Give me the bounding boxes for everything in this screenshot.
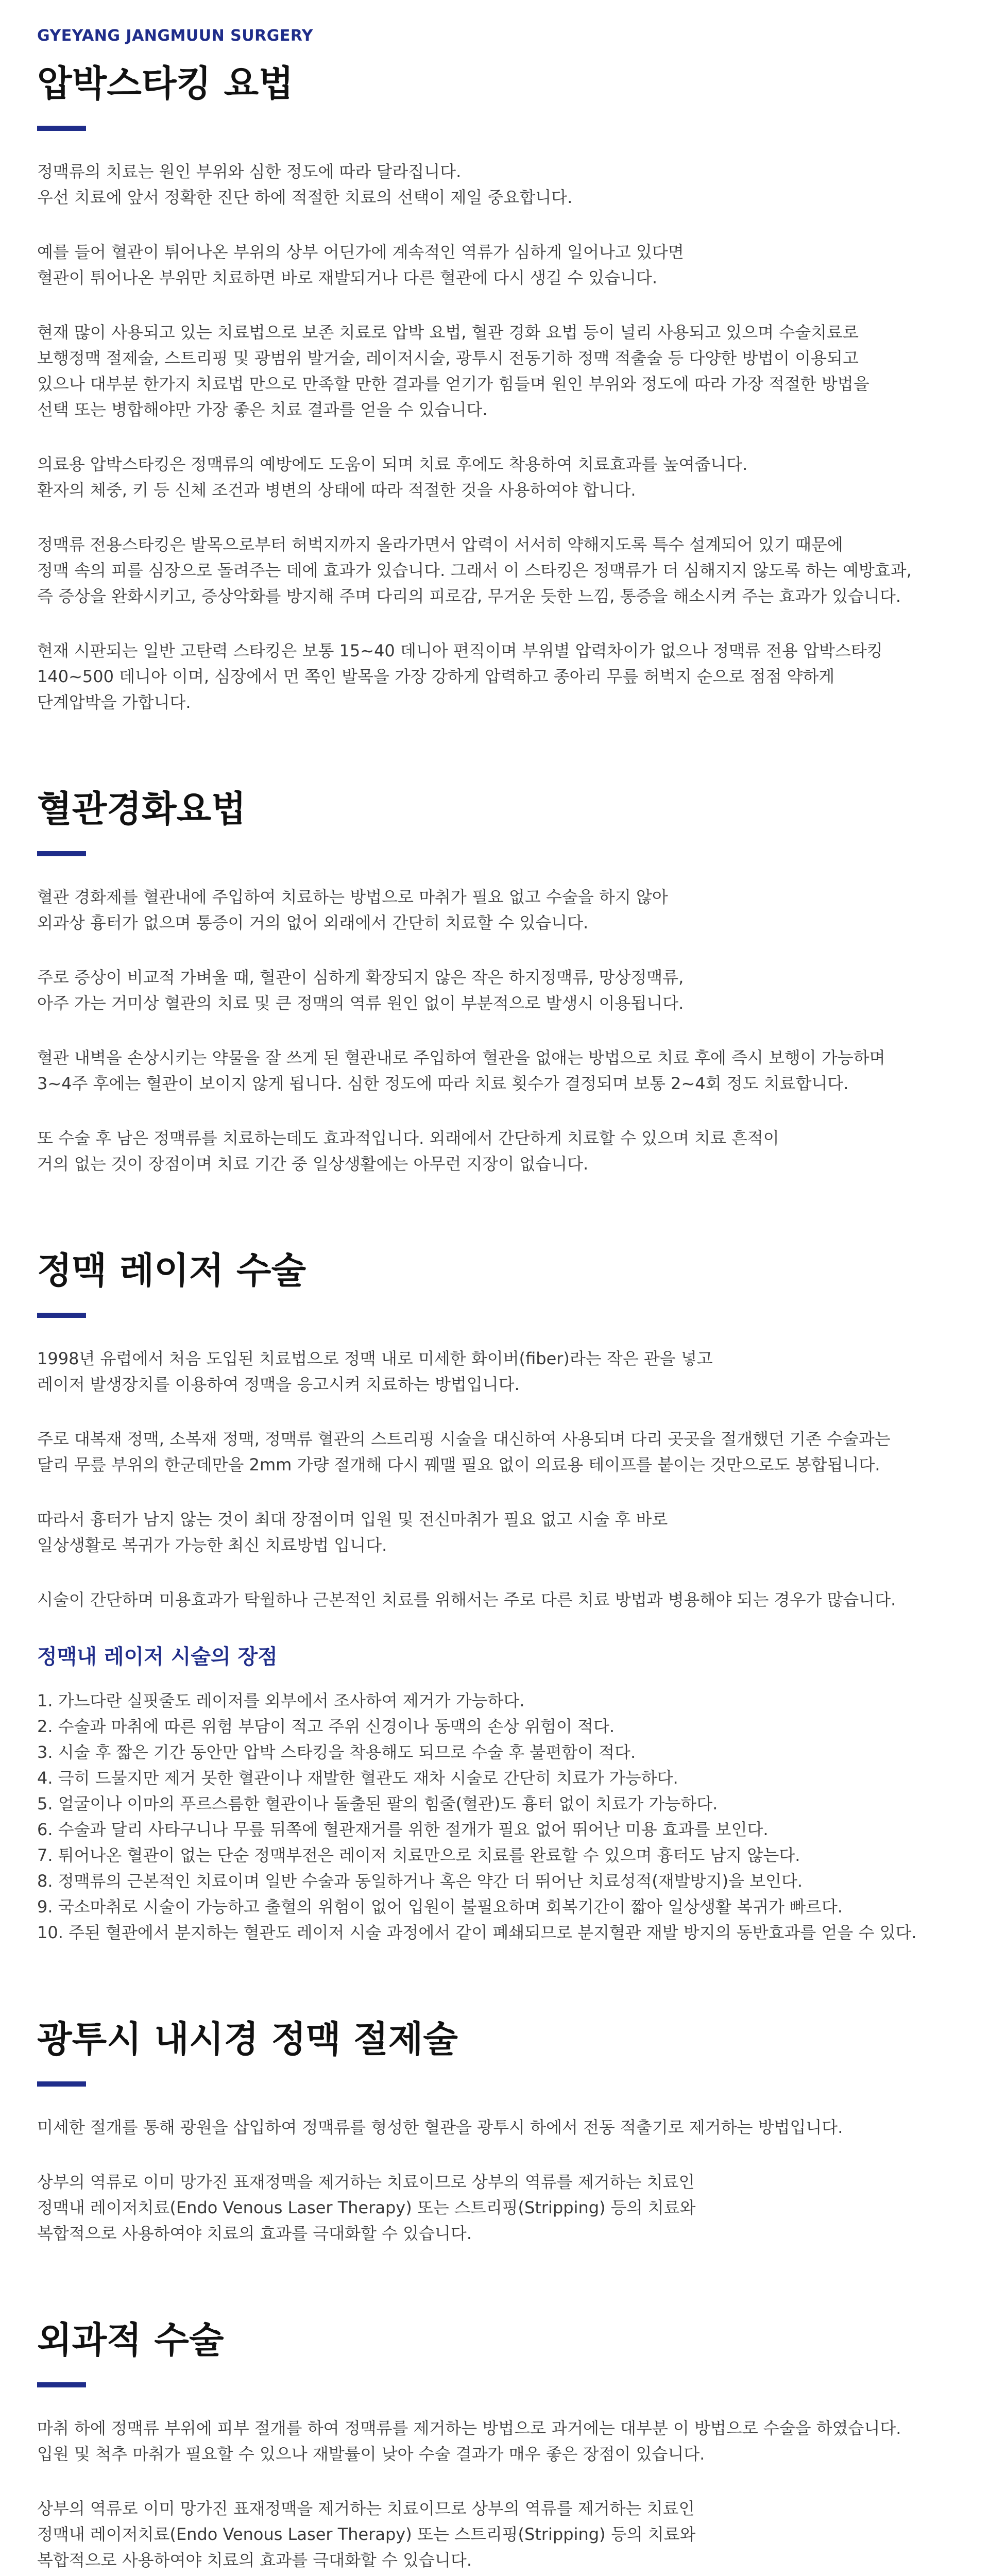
content <box>37 59 952 2576</box>
list-item: 5. 얼굴이나 이마의 푸르스름한 혈관이나 돌출된 팔의 힘줄(혈관)도 흉터 없이 치료가 가능하다. <box>37 1794 718 1814</box>
paragraph: 미세한 절개를 통해 광원을 삽입하여 정맥류를 형성한 혈관을 광투시 하에서 전동 적출기로 제거하는 방법입니다. <box>37 2117 843 2137</box>
list-item: 8. 정맥류의 근본적인 치료이며 일반 수술과 동일하거나 혹은 약간 더 뛰어난 치료성적(재발방지)을 보인다. <box>37 1871 803 1891</box>
section <box>37 2315 952 2576</box>
title-underline-bar <box>37 2382 86 2387</box>
paragraph: 주로 증상이 비교적 가벼울 때, 혈관이 심하게 확장되지 않은 작은 하지정맥류, 망상정맥류, 아주 가는 거미상 혈관의 치료 및 큰 정맥의 역류 원인 없이 부분적으로 발생시 이용됩니다. <box>37 968 684 1013</box>
list-item: 10. 주된 혈관에서 분지하는 혈관도 레이저 시술 과정에서 같이 폐쇄되므로 분지혈관 재발 방지의 동반효과를 얻을 수 있다. <box>37 1923 917 1942</box>
list-item: 6. 수술과 달리 사타구니나 무릎 뒤쪽에 혈관재거를 위한 절개가 필요 없어 뛰어난 미용 효과를 보인다. <box>37 1820 769 1839</box>
paragraph: 또 수술 후 남은 정맥류를 치료하는데도 효과적입니다. 외래에서 간단하게 치료할 수 있으며 치료 흔적이 거의 없는 것이 장점이며 치료 기간 중 일상생활에는 아무런 지장이 없습니다. <box>37 1128 779 1174</box>
paragraph: 상부의 역류로 이미 망가진 표재정맥을 제거하는 치료이므로 상부의 역류를 제거하는 치료인 정맥내 레이저치료(Endo Venous Laser Therapy) 또는 스트리핑(Stripping) 등의 치료와 복합적으로 사용하여야 치료의 효과를 극대화할 수 있습니다. <box>37 2499 696 2570</box>
paragraph: 현재 많이 사용되고 있는 치료법으로 보존 치료로 압박 요법, 혈관 경화 요법 등이 널리 사용되고 있으며 수술치료로 보행정맥 절제술, 스트리핑 및 광범위 발거술, 레이저시술, 광투시 전동기하 정맥 적출술 등 다양한 방법이 이용되고 있으나 대부분 한가지 치료법 만으로 만족할 만한 결과를 얻기가 힘들며 원인 부위와 정도에 따라 가장 적절한 방법을 선택 또는 병합해야만 가장 좋은 치료 결과를 얻을 수 있습니다. <box>37 323 869 419</box>
title-underline-bar <box>37 2081 86 2087</box>
paragraph: 혈관 경화제를 혈관내에 주입하여 치료하는 방법으로 마취가 필요 없고 수술을 하지 않아 외과상 흉터가 없으며 통증이 거의 없어 외래에서 간단히 치료할 수 있습니다. <box>37 887 668 933</box>
paragraph: 시술이 간단하며 미용효과가 탁월하나 근본적인 치료를 위해서는 주로 다른 치료 방법과 병용해야 되는 경우가 많습니다. <box>37 1590 896 1609</box>
section <box>37 2014 952 2246</box>
paragraph: 따라서 흉터가 남지 않는 것이 최대 장점이며 입원 및 전신마취가 필요 없고 시술 후 바로 일상생활로 복귀가 가능한 최신 치료방법 입니다. <box>37 1510 668 1555</box>
list-item: 9. 국소마취로 시술이 가능하고 출혈의 위험이 없어 입원이 불필요하며 회복기간이 짧아 일상생활 복귀가 빠르다. <box>37 1897 843 1917</box>
title-underline-bar <box>37 1313 86 1318</box>
list-item: 1. 가느다란 실핏줄도 레이저를 외부에서 조사하여 제거가 가능하다. <box>37 1691 525 1710</box>
section <box>37 784 952 1177</box>
section <box>37 59 952 715</box>
section <box>37 1246 952 1945</box>
section-title: 압박스타킹 요법 <box>37 62 294 105</box>
section-title: 혈관경화요법 <box>37 788 246 830</box>
section-title: 광투시 내시경 정맥 절제술 <box>37 2018 458 2060</box>
paragraph: 의료용 압박스타킹은 정맥류의 예방에도 도움이 되며 치료 후에도 착용하여 치료효과를 높여줍니다. 환자의 체중, 키 등 신체 조건과 병변의 상태에 따라 적절한 것을 사용하여야 합니다. <box>37 454 748 500</box>
paragraph: 혈관 내벽을 손상시키는 약물을 잘 쓰게 된 혈관내로 주입하여 혈관을 없애는 방법으로 치료 후에 즉시 보행이 가능하며 3~4주 후에는 혈관이 보이지 않게 됩니다. 심한 정도에 따라 치료 횟수가 결정되며 보통 2~4회 정도 치료합니다. <box>37 1048 885 1093</box>
brand-label: GYEYANG JANGMUUN SURGERY <box>37 27 314 45</box>
list-item: 2. 수술과 마취에 따른 위험 부담이 적고 주위 신경이나 동맥의 손상 위험이 적다. <box>37 1717 615 1736</box>
paragraph: 현재 시판되는 일반 고탄력 스타킹은 보통 15~40 데니아 편직이며 부위별 압력차이가 없으나 정맥류 전용 압박스타킹 140~500 데니아 이며, 심장에서 먼 쪽인 발목을 가장 강하게 압력하고 종아리 무릎 허벅지 순으로 점점 약하게 단계압박을 가합니다. <box>37 641 883 712</box>
paragraph: 정맥류 전용스타킹은 발목으로부터 허벅지까지 올라가면서 압력이 서서히 약해지도록 특수 설계되어 있기 때문에 정맥 속의 피를 심장으로 돌려주는 데에 효과가 있습니다. 그래서 이 스타킹은 정맥류가 더 심해지지 않도록 하는 예방효과, 즉 증상을 완화시키고, 증상악화를 방지해 주며 다리의 피로감, 무거운 듯한 느낌, 통증을 해소시켜 주는 효과가 있습니다. <box>37 535 912 606</box>
section-title: 외과적 수술 <box>37 2319 224 2361</box>
paragraph: 마취 하에 정맥류 부위에 피부 절개를 하여 정맥류를 제거하는 방법으로 과거에는 대부분 이 방법으로 수술을 하였습니다. 입원 및 척추 마취가 필요할 수 있으나 재발률이 낮아 수술 결과가 매우 좋은 장점이 있습니다. <box>37 2418 901 2464</box>
paragraph: 주로 대복재 정맥, 소복재 정맥, 정맥류 혈관의 스트리핑 시술을 대신하여 사용되며 다리 곳곳을 절개했던 기존 수술과는 달리 무릎 부위의 한군데만을 2mm 가량 절개해 다시 꿰맬 필요 없이 의료용 테이프를 붙이는 것만으로도 봉합됩니다. <box>37 1429 891 1475</box>
paragraph: 상부의 역류로 이미 망가진 표재정맥을 제거하는 치료이므로 상부의 역류를 제거하는 치료인 정맥내 레이저치료(Endo Venous Laser Therapy) 또는 스트리핑(Stripping) 등의 치료와 복합적으로 사용하여야 치료의 효과를 극대화할 수 있습니다. <box>37 2172 696 2243</box>
list-item: 7. 튀어나온 혈관이 없는 단순 정맥부전은 레이저 치료만으로 치료를 완료할 수 있으며 흉터도 남지 않는다. <box>37 1845 800 1865</box>
paragraph: 예를 들어 혈관이 튀어나온 부위의 상부 어딘가에 계속적인 역류가 심하게 일어나고 있다면 혈관이 튀어나온 부위만 치료하면 바로 재발되거나 다른 혈관에 다시 생길 수 있습니다. <box>37 242 684 287</box>
title-underline-bar <box>37 851 86 856</box>
paragraph: 1998년 유럽에서 처음 도입된 치료법으로 정맥 내로 미세한 화이버(fiber)라는 작은 관을 넣고 레이저 발생장치를 이용하여 정맥을 응고시켜 치료하는 방법입니다. <box>37 1349 713 1394</box>
numbered-list <box>37 1688 952 1945</box>
list-item: 3. 시술 후 짧은 기간 동안만 압박 스타킹을 착용해도 되므로 수술 후 불편함이 적다. <box>37 1742 636 1762</box>
title-underline-bar <box>37 126 86 131</box>
section-title: 정맥 레이저 수술 <box>37 1249 306 1292</box>
sub-heading: 정맥내 레이저 시술의 장점 <box>37 1645 278 1669</box>
list-item: 4. 극히 드물지만 제거 못한 혈관이나 재발한 혈관도 재차 시술로 간단히 치료가 가능하다. <box>37 1768 678 1788</box>
paragraph: 정맥류의 치료는 원인 부위와 심한 정도에 따라 달라집니다. 우선 치료에 앞서 정확한 진단 하에 적절한 치료의 선택이 제일 중요합니다. <box>37 162 573 207</box>
